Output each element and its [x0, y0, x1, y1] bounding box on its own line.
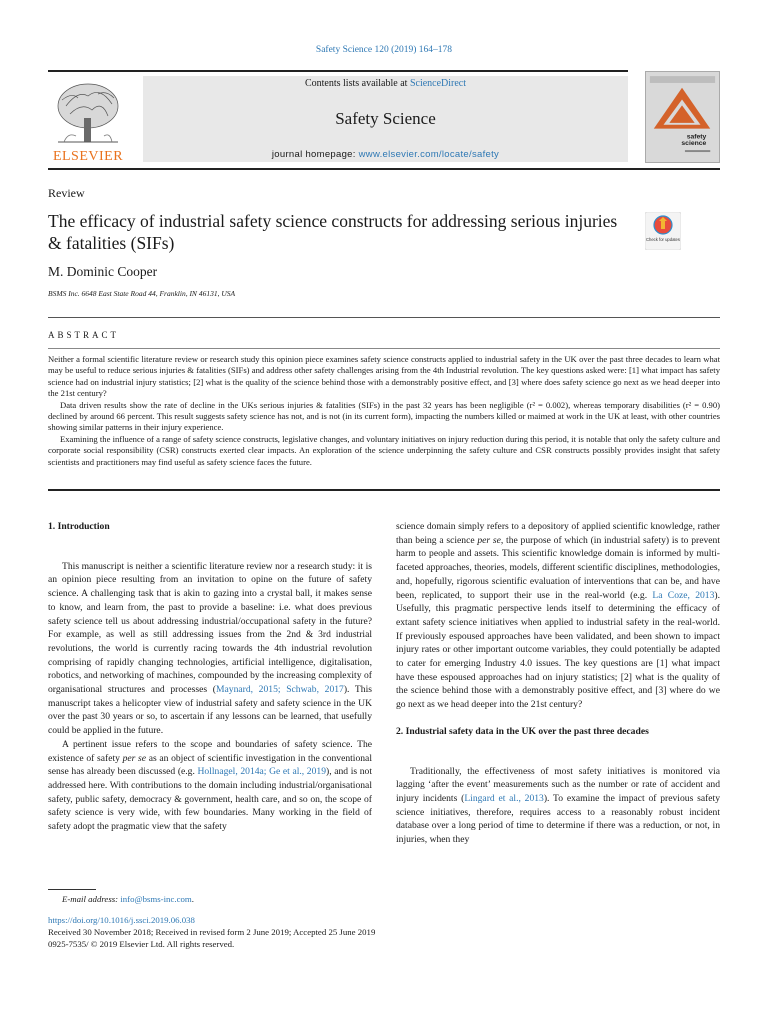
elsevier-wordmark: ELSEVIER: [52, 149, 124, 164]
author-email-link[interactable]: info@bsms-inc.com: [120, 894, 192, 904]
intro-paragraph-continued: [396, 520, 720, 712]
contents-availability: [143, 78, 628, 89]
article-title: The efficacy of industrial safety science constructs for addressing serious injuries & fatalities (SIFs): [48, 211, 618, 253]
citation-link[interactable]: Hollnagel, 2014a; Ge et al., 2019: [197, 766, 326, 778]
email-suffix: .: [191, 894, 194, 904]
text-run: ), and is not addressed here. With contributions to the domain including industrial/organisational safety, public safety, democracy & government, health care, and so on, the scope of safety science is very wide, with few boundaries. Many working in the field of safety adopt the pragmatic view that the safety: [48, 766, 372, 833]
abstract-paragraph: Data driven results show the rate of decline in the UKs serious injuries & fatalities (SIFs) in the past 32 years has been negligible (r² = 0.002), whereas temporary disabilities (r² = 0.90) declined by around 66 percent. This result suggests safety science has not, and is not (in its current form), impacting the numbers killed or maimed at work in the UK at least, with other countries showing similar patterns in their injury experience.: [48, 399, 720, 433]
text-run: ). Usefully, this pragmatic perspective lends itself to determining the efficacy of extant safety science initiatives when applied to industrial safety in the real-world. If previously espoused approaches have been validated, and been shown to impact injury rates or other important outcome variables, they could potentially be adapted to cater for emerging Industry 4.0 issues. The key questions are [1] what impact have these espoused approaches had on injury statistics; [2] what is the quality of the science behind those with a demonstrably positive effect, and [3] where do we go next as we head deeper into the 21st century?: [396, 589, 720, 711]
email-footnote: [48, 894, 194, 904]
cover-title-line1: safety: [686, 133, 707, 141]
sciencedirect-link[interactable]: ScienceDirect: [409, 78, 467, 89]
body-column-right: [396, 520, 720, 847]
abstract-paragraph: Neither a formal scientific literature review or research study this opinion piece examines safety science constructs applied to industrial safety in the UK over the past three decades to learn what may be useful to reduce serious injuries & fatalities (SIFs) and address other safety challenges arising from the 4th Industrial revolution. The key questions asked were: [1] what impact has safety science had on industrial injury statistics; [2] what is the quality of the science behind those with a demonstrably positive effect, and [3] where does safety science go next as we head deeper into the 21st century?: [48, 354, 720, 399]
footnote-rule: [48, 889, 96, 890]
body-column-left: [48, 520, 372, 834]
text-run: ). To examine the impact of previous safety science initiatives, therefore, requires access to a reasonably robust incident database over a long period of time to determine if there was a reduction, or not, in injuries, when they: [396, 792, 720, 846]
cover-title-line2: science: [681, 140, 707, 148]
email-label: E-mail address:: [62, 894, 119, 904]
section2-paragraph-1: [396, 765, 720, 847]
intro-paragraph-1: [48, 560, 372, 738]
emphasis: per se: [122, 752, 147, 764]
received-dates: Received 30 November 2018; Received in revised form 2 June 2019; Accepted 25 June 2019: [48, 927, 376, 937]
paragraph-gap: [396, 712, 720, 725]
abstract-top-rule: [48, 317, 720, 318]
check-for-updates-label: Check for updates: [646, 237, 680, 242]
text-run: This manuscript is neither a scientific literature review nor a research study: it is an opinion piece resulting from an invitation to opine on the future of safety science. A challenging task that is akin to gazing into a crystal ball, it makes sense to know, and learn from, the past to provide a baseline: i.e. what does previous safety science tell us about addressing industrial/occupational safety in the future? For example, as well as still addressing issues from the 2nd & 3rd industrial revolutions, the world is currently racing towards the 4th industrial revolution comprising of rapidly changing technologies, artificial intelligence, digitalisation, robotics, and networking of machines, compounded by the increasing complexity of organisational structures and processes (: [48, 560, 372, 696]
article-type-label: Review: [48, 186, 85, 200]
citation-link[interactable]: Lingard et al., 2013: [464, 792, 544, 804]
text-run: Traditionally, the effectiveness of most safety initiatives is monitored via lagging ‘after the event’ measurements such as the number or rate of accident and injury incidents (: [396, 765, 720, 804]
text-run: science domain simply refers to a depository of applied scientific knowledge, rather than being a science: [396, 521, 720, 546]
homepage-link[interactable]: www.elsevier.com/locate/safety: [358, 149, 500, 160]
doi-link[interactable]: https://doi.org/10.1016/j.ssci.2019.06.038: [48, 915, 195, 925]
masthead-bottom-rule: [48, 168, 720, 170]
author-affiliation: BSMS Inc. 6648 East State Road 44, Franklin, IN 46131, USA: [48, 289, 236, 298]
journal-cover-thumbnail[interactable]: [645, 71, 720, 163]
abstract-heading: ABSTRACT: [48, 330, 120, 340]
author-name[interactable]: M. Dominic Cooper: [48, 264, 158, 279]
emphasis: per se: [477, 534, 501, 546]
check-for-updates-icon[interactable]: [645, 212, 681, 250]
contents-prefix: Contents lists available at: [304, 78, 410, 89]
homepage-prefix: journal homepage:: [271, 149, 359, 160]
text-run: ). This manuscript takes a helicopter view of industrial safety and safety science in the UK over the past 30 years or so, to ascertain if any lessons can be learned, that usefully could be applied in the future.: [48, 684, 372, 737]
journal-homepage: [143, 149, 628, 160]
abstract-bottom-rule: [48, 489, 720, 491]
section-heading-safety-data: 2. Industrial safety data in the UK over the past three decades: [396, 725, 649, 737]
header-top-rule: [48, 70, 628, 72]
section-heading-introduction: 1. Introduction: [48, 521, 110, 532]
journal-reference-link[interactable]: Safety Science 120 (2019) 164–178: [315, 45, 453, 55]
copyright-notice: 0925-7535/ © 2019 Elsevier Ltd. All rights reserved.: [48, 939, 235, 949]
intro-paragraph-2: [48, 738, 372, 834]
abstract-body: [48, 354, 720, 468]
text-run: A pertinent issue refers to the scope and boundaries of safety science. The existence of safety: [48, 738, 372, 764]
text-run: , the purpose of which (in industrial safety) is to prevent harm to people and assets. This scientific knowledge domain is informed by multi-faceted approaches, theories, models, different scientific disciplines, methodologies, and, hopefully, rigorous scientific evaluation of interventions that can be, and have been, replicated, to support their use in the real-world (e.g.: [396, 534, 720, 601]
journal-title: Safety Science: [335, 109, 436, 128]
text-run: as an object of scientific investigation in the conventional sense has already been discussed (e.g.: [48, 752, 372, 778]
paragraph-gap: [48, 547, 372, 560]
abstract-paragraph: Examining the influence of a range of safety science constructs, legislative changes, and voluntary initiatives on injury reduction during this period, it is notable that only the safety culture and corporate social responsibility (CSR) constructs exerted clear impacts. An exploration of the science underpinning the safety culture and CSR constructs possibly provides insight that safety scientists and practitioners may find useful as safety science faces the future.: [48, 433, 720, 467]
paragraph-gap: [396, 752, 720, 765]
abstract-heading-rule: [48, 348, 720, 349]
citation-link[interactable]: La Coze, 2013: [652, 589, 715, 601]
citation-link[interactable]: Maynard, 2015; Schwab, 2017: [215, 684, 344, 696]
journal-masthead: [143, 76, 628, 162]
